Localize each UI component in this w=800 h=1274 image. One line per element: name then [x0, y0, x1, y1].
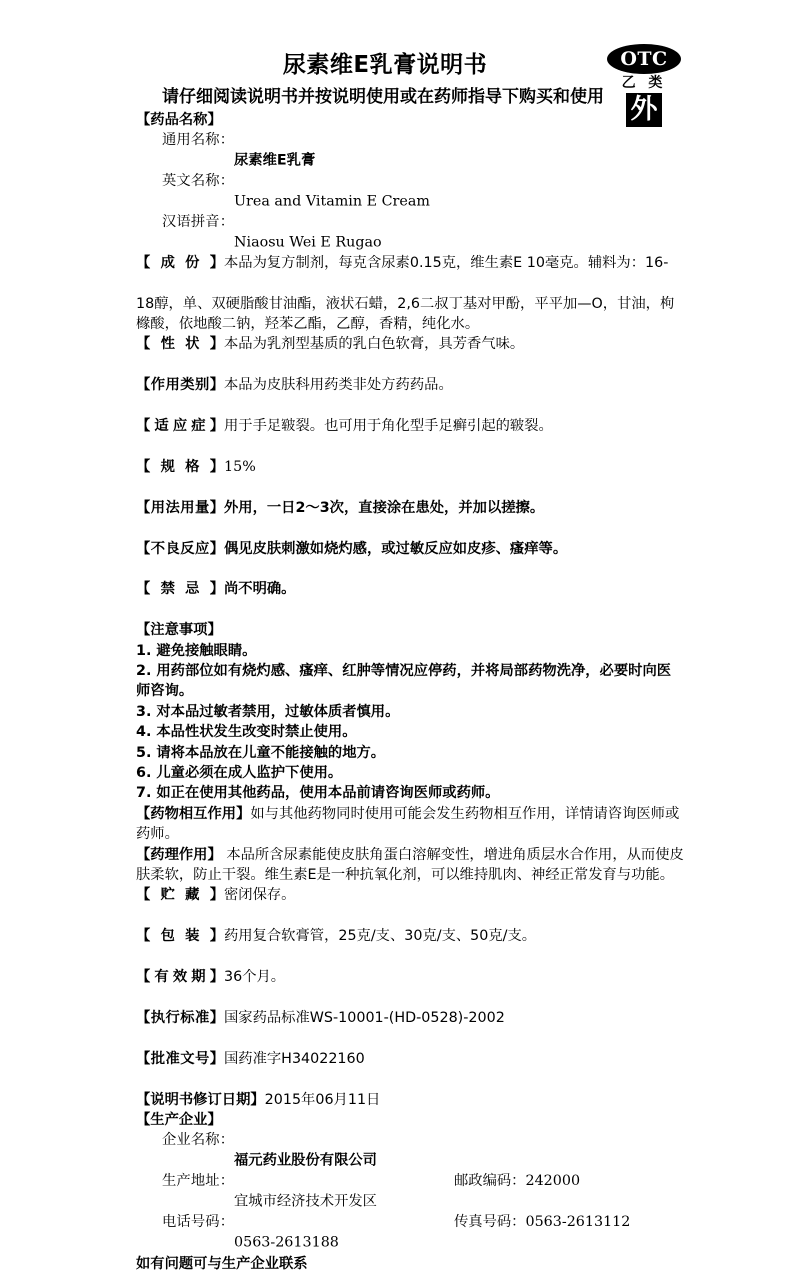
section-precautions-header: 【注意事项】 — [136, 622, 222, 639]
revision-date-label: 【说明书修订日期】 — [136, 1091, 265, 1108]
category-value: 本品为皮肤科用药类非处方药药品。 — [224, 377, 453, 394]
dosage-label: 【用法用量】 — [136, 499, 224, 516]
company-name-label: 企业名称： — [162, 1132, 234, 1149]
generic-name-value: 尿素维E乳膏 — [234, 152, 316, 169]
drug-interaction-label: 【药物相互作用】 — [136, 805, 251, 822]
pinyin-value: Niaosu Wei E Rugao — [234, 234, 382, 251]
validity-value: 36个月。 — [224, 969, 286, 986]
precaution-item: 4. 本品性状发生改变时禁止使用。 — [136, 724, 357, 741]
generic-name-label: 通用名称： — [162, 132, 234, 149]
section-revision-date — [136, 1090, 684, 1110]
postcode-label: 邮政编码： — [454, 1173, 526, 1190]
section-contraindications — [136, 579, 684, 620]
section-properties — [136, 334, 684, 375]
fax-group — [454, 1212, 630, 1232]
storage-label: 【贮藏】 — [136, 887, 224, 904]
section-indications — [136, 416, 684, 457]
standard-label: 【执行标准】 — [136, 1009, 224, 1026]
address-row — [136, 1171, 684, 1212]
drug-interaction-value: 如与其他药物同时使用可能会发生药物相互作用，详情请咨询医师或药师。 — [136, 805, 680, 843]
contraindications-label: 【禁忌】 — [136, 581, 224, 598]
ingredients-label: 【成份】 — [136, 254, 224, 271]
section-drug-interaction — [136, 804, 684, 845]
contraindications-value: 尚不明确。 — [224, 581, 296, 598]
contact-footer-note: 如有问题可与生产企业联系 — [136, 1255, 308, 1272]
properties-label: 【性状】 — [136, 336, 224, 353]
precaution-item: 3. 对本品过敏者禁用，过敏体质者慎用。 — [136, 703, 400, 720]
indications-label: 【适应症】 — [136, 418, 224, 435]
company-name-value: 福元药业股份有限公司 — [234, 1152, 377, 1169]
validity-label: 【有效期】 — [136, 969, 224, 986]
storage-value: 密闭保存。 — [224, 887, 296, 904]
phone-label: 电话号码： — [162, 1213, 234, 1230]
approval-number-label: 【批准文号】 — [136, 1050, 224, 1067]
page-subtitle: 请仔细阅读说明书并按说明使用或在药师指导下购买和使用 — [162, 87, 604, 107]
phone-value: 0563-2613188 — [234, 1234, 339, 1251]
precaution-item: 2. 用药部位如有烧灼感、瘙痒、红肿等情况应停药，并将局部药物洗净，必要时向医师咨询。 — [136, 662, 672, 700]
fax-value: 0563-2613112 — [525, 1213, 631, 1230]
section-adverse-reactions — [136, 539, 684, 580]
pinyin-row — [136, 212, 684, 253]
package-value: 药用复合软膏管，25克/支、30克/支、50克/支。 — [224, 928, 537, 945]
address-value: 宜城市经济技术开发区 — [234, 1193, 377, 1210]
section-drug-name-header: 【药品名称】 — [136, 112, 222, 128]
precaution-item: 6. 儿童必须在成人监护下使用。 — [136, 765, 343, 781]
section-specification — [136, 457, 684, 498]
pharmacology-label: 【药理作用】 — [136, 846, 222, 863]
specification-label: 【规格】 — [136, 458, 224, 475]
section-standard — [136, 1008, 684, 1049]
section-category — [136, 375, 684, 416]
insert-body — [136, 110, 684, 1274]
category-label: 【作用类别】 — [136, 377, 224, 394]
indications-value: 用于手足皲裂。也可用于角化型手足癣引起的皲裂。 — [224, 418, 553, 435]
section-storage — [136, 885, 684, 926]
pinyin-label: 汉语拼音： — [162, 214, 234, 231]
ingredients-value: 本品为复方制剂，每克含尿素0.15克，维生素E 10毫克。辅料为：16-18醇，单、双硬脂酸甘油酯，液状石蜡，2,6二叔丁基对甲酚，平平加—O，甘油，枸橼酸，依地酸二钠，羟苯乙酯，乙醇，香精，纯化水。 — [136, 254, 675, 333]
properties-value: 本品为乳剂型基质的乳白色软膏，具芳香气味。 — [224, 336, 525, 353]
precaution-item: 1. 避免接触眼睛。 — [136, 642, 257, 659]
page-title: 尿素维E乳膏说明书 — [282, 52, 488, 78]
section-dosage — [136, 498, 684, 539]
english-name-row — [136, 171, 684, 212]
company-name-row — [136, 1130, 684, 1171]
phone-row — [136, 1212, 684, 1253]
approval-number-value: 国药准字H34022160 — [224, 1050, 365, 1067]
external-use-label: 外 — [626, 93, 662, 127]
precaution-item: 5. 请将本品放在儿童不能接触的地方。 — [136, 744, 386, 761]
dosage-value: 外用，一日2～3次，直接涂在患处，并加以搓擦。 — [224, 499, 545, 516]
otc-class-label: 乙 类 — [621, 75, 667, 91]
section-package — [136, 926, 684, 967]
adverse-reactions-label: 【不良反应】 — [136, 540, 224, 557]
fax-label: 传真号码： — [454, 1213, 526, 1230]
section-ingredients — [136, 253, 684, 335]
package-label: 【包装】 — [136, 928, 224, 945]
section-approval-number — [136, 1049, 684, 1090]
revision-date-value: 2015年06月11日 — [264, 1091, 381, 1108]
specification-value: 15% — [224, 458, 256, 475]
section-validity — [136, 967, 684, 1008]
adverse-reactions-value: 偶见皮肤刺激如烧灼感，或过敏反应如皮疹、瘙痒等。 — [224, 540, 568, 557]
pharmacology-value: 本品所含尿素能使皮肤角蛋白溶解变性，增进角质层水合作用，从而使皮肤柔软，防止干裂。维生素E是一种抗氧化剂，可以维持肌肉、神经正常发育与功能。 — [136, 846, 684, 884]
precaution-item: 7. 如正在使用其他药品，使用本品前请咨询医师或药师。 — [136, 785, 500, 802]
section-manufacturer-header: 【生产企业】 — [136, 1111, 222, 1128]
section-pharmacology — [136, 845, 684, 886]
otc-label: OTC — [607, 44, 681, 74]
standard-value: 国家药品标准WS-10001-(HD-0528)-2002 — [224, 1009, 505, 1026]
english-name-label: 英文名称： — [162, 173, 234, 190]
postcode-value: 242000 — [525, 1173, 581, 1190]
address-label: 生产地址： — [162, 1173, 234, 1190]
postcode-group — [454, 1171, 580, 1191]
generic-name-row — [136, 130, 684, 171]
english-name-value: Urea and Vitamin E Cream — [234, 193, 430, 210]
